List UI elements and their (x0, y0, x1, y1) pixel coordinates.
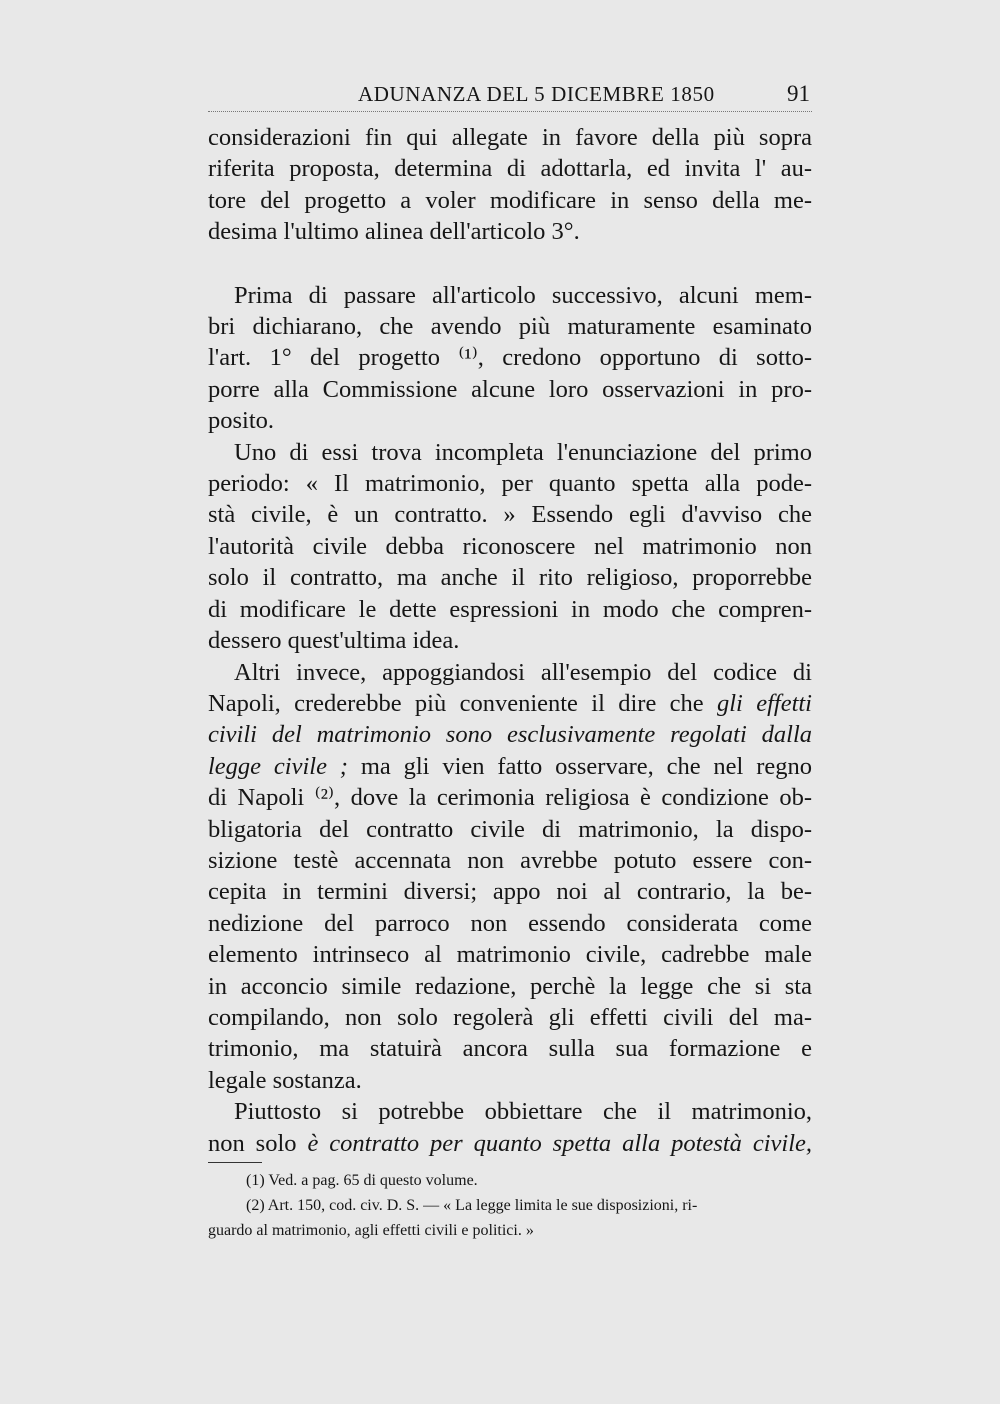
text-line: Uno di essi trova incompleta l'enunciazione del primo (234, 438, 812, 466)
text-fragment: non solo (208, 1129, 297, 1157)
text-line: bri dichiarano, che avendo più maturamente esaminato (208, 313, 812, 341)
paragraph-2 (208, 280, 812, 437)
text-line: compilando, non solo regolerà gli effetti civili del ma- (208, 1003, 812, 1031)
italic-line: civili del matrimonio sono esclusivamente regolati dalla (208, 721, 812, 749)
text-line: sizione testè accennata non avrebbe potuto essere con- (208, 846, 812, 874)
page-body (208, 122, 812, 1159)
text-line: posito. (208, 407, 275, 435)
paragraph-5 (208, 1096, 812, 1159)
text-line: riferita proposta, determina di adottarla, ed invita l' au- (208, 155, 812, 183)
italic-fragment: è contratto per quanto spetta alla potestà civile, (307, 1129, 813, 1157)
text-line (208, 688, 812, 719)
text-line: stà civile, è un contratto. » Essendo egli d'avviso che (208, 501, 812, 529)
text-line: dessero quest'ultima idea. (208, 627, 460, 655)
italic-fragment: gli effetti (717, 689, 812, 717)
text-fragment: Napoli, crederebbe più conveniente il dire che (208, 689, 704, 717)
text-line: porre alla Commissione alcune loro osservazioni in pro- (208, 375, 812, 403)
text-line: bligatoria del contratto civile di matrimonio, la dispo- (208, 815, 812, 843)
text-line: trimonio, ma statuirà ancora sulla sua formazione e (208, 1035, 812, 1063)
italic-fragment: legge civile ; (208, 752, 348, 780)
footnote-2: (2) Art. 150, cod. civ. D. S. — « La legge limita le sue disposizioni, ri- (246, 1197, 698, 1214)
footnotes (208, 1168, 812, 1243)
text-line: desima l'ultimo alinea dell'articolo 3°. (208, 218, 580, 246)
text-line: solo il contratto, ma anche il rito religioso, proporrebbe (208, 564, 812, 592)
footnote-1: (1) Ved. a pag. 65 di questo volume. (246, 1172, 478, 1189)
text-line: considerazioni fin qui allegate in favore della più sopra (208, 124, 812, 151)
paragraph-gap (208, 248, 812, 280)
page-number: 91 (787, 81, 810, 106)
running-title: ADUNANZA DEL 5 DICEMBRE 1850 (358, 82, 715, 106)
text-line (208, 1128, 812, 1159)
paragraph-3 (208, 437, 812, 657)
text-line: legale sostanza. (208, 1066, 362, 1094)
text-line: Altri invece, appoggiandosi all'esempio del codice di (234, 658, 812, 686)
text-line: tore del progetto a voler modificare in senso della me- (208, 186, 812, 214)
text-fragment: ma gli vien fatto osservare, che nel regno (360, 752, 812, 780)
text-line: cepita in termini diversi; appo noi al contrario, la be- (208, 878, 812, 906)
text-line: l'autorità civile debba riconoscere nel matrimonio non (208, 532, 812, 560)
header-rule (208, 111, 812, 112)
text-line: nedizione del parroco non essendo considerata come (208, 909, 812, 937)
footnote-rule (208, 1162, 262, 1163)
text-line: elemento intrinseco al matrimonio civile, cadrebbe male (208, 941, 812, 969)
text-line: di Napoli ⁽²⁾, dove la cerimonia religiosa è condizione ob- (208, 784, 812, 812)
text-line: periodo: « Il matrimonio, per quanto spetta alla pode- (208, 470, 812, 498)
paragraph-1 (208, 122, 812, 248)
text-line: in acconcio simile redazione, perchè la legge che si sta (208, 972, 812, 1000)
text-line: di modificare le dette espressioni in modo che compren- (208, 595, 812, 623)
page-header (208, 78, 812, 110)
text-line: l'art. 1° del progetto ⁽¹⁾, credono opportuno di sotto- (208, 344, 812, 372)
paragraph-4 (208, 657, 812, 1097)
footnote-2-continuation: guardo al matrimonio, agli effetti civili e politici. » (208, 1222, 534, 1239)
text-line (208, 751, 812, 782)
text-line: Prima di passare all'articolo successivo, alcuni mem- (234, 281, 812, 309)
text-line: Piuttosto si potrebbe obbiettare che il matrimonio, (234, 1098, 812, 1126)
